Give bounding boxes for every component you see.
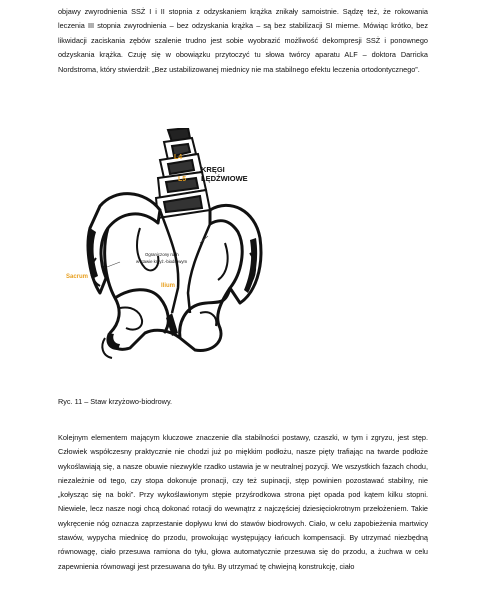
label-lumbar-vertebrae-line1: KRĘGI bbox=[201, 165, 225, 174]
figure-caption: Ryc. 11 – Staw krzyżowo-biodrowy. bbox=[58, 397, 173, 406]
paragraph-tarsus: Kolejnym elementem mającym kluczowe znaczenie dla stabilności postawy, czaszki, w tym i zgryzu, jest stęp. Człowiek współczesny praktycznie nie chodzi już po miękkim podłożu, nasze pięty trafiając na twarde podłoże wykoślawiają się, a nasze obuwie niezwykle rzadko ustawia je w neutralnej pozycji. We wszystkich fazach chodu, niezależnie od tego, czy stopa dokonuje pronacji, czy też supinacji, stęp powinien pozostawać stabilny, nie „kołysząc się na boki”. Przy wykoślawionym stępie przyśrodkowa strona pięt opada pod kątem kilku stopni. Niewiele, lecz nasze nogi chcą dokonać rotacji do wewnątrz z najczęściej dziesięciokrotnym przełożeniem. Takie wykręcenie nóg oznacza zaprzestanie dopływu krwi do stawów biodrowych. Ciało, w celu zapobieżenia martwicy stawów, wypycha miednicę do przodu, prowokując występujący łańcuch kompensacji. By utrzymać niezbędną równowagę, ciało przesuwa ramiona do tyłu, głowa automatycznie przesuwa się do przodu, a żuchwa w celu zapewnienia równowagi jest przesuwana do tyłu. By utrzymać tę chwiejną konstrukcję, ciało bbox=[58, 433, 428, 571]
label-limited-motion-line2: w stawie krzyż.-biodrowym bbox=[136, 259, 188, 264]
label-l5: L5 bbox=[178, 176, 187, 183]
label-l4: L4 bbox=[174, 154, 183, 161]
label-sacrum: Sacrum bbox=[66, 274, 89, 280]
label-lumbar-vertebrae-line2: LĘDŹWIOWE bbox=[201, 174, 248, 183]
sacroiliac-joint-figure bbox=[60, 128, 270, 363]
pelvis-drawing bbox=[60, 128, 270, 363]
paragraph-intro: objawy zwyrodnienia SSŻ I i II stopnia z odzyskaniem krążka znikały samoistnie. Sądzę też, że rokowania leczenia III stopnia zwyrodnienia – bez odzyskania krążka – są bez stabilizacji SI mierne. Mówiąc krótko, bez likwidacji zaciskania zębów szalenie trudno jest sobie wyobrazić możliwość dekompresji SSŻ i ponownego odzyskania krążka. Czuję się w obowiązku przytoczyć tu słowa twórcy aparatu ALF – doktora Darricka Nordstroma, który stwierdził: „Bez ustabilizowanej miednicy nie ma stabilnego efektu leczenia ortodontycznego”. bbox=[58, 7, 428, 74]
label-limited-motion-line1: Ograniczony ruch bbox=[145, 252, 179, 257]
label-ilium: Ilium bbox=[161, 283, 176, 289]
